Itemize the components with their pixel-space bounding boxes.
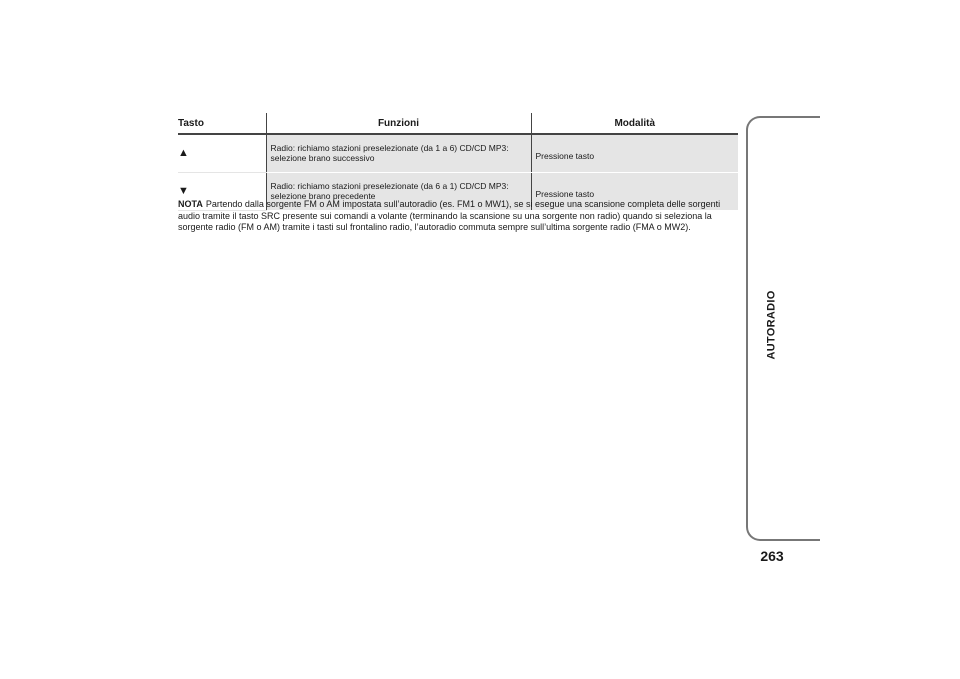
mode-cell: Pressione tasto xyxy=(531,134,738,173)
chapter-tab-label: AUTORADIO xyxy=(766,290,779,360)
note-label: NOTA xyxy=(178,199,203,209)
table-header-row xyxy=(178,113,738,134)
chapter-tab-frame xyxy=(746,116,820,541)
table-row xyxy=(178,134,738,173)
header-funzioni: Funzioni xyxy=(266,113,531,134)
header-tasto: Tasto xyxy=(178,113,266,134)
mode-cell: Pressione tasto xyxy=(531,173,738,211)
triangle-up-icon: ▲ xyxy=(178,134,266,173)
function-cell: Radio: richiamo stazioni preselezionate (da 6 a 1) CD/CD MP3: selezione brano precedente xyxy=(266,173,531,211)
note-paragraph xyxy=(178,199,738,234)
controls-table-container xyxy=(178,113,738,211)
function-cell: Radio: richiamo stazioni preselezionate (da 1 a 6) CD/CD MP3: selezione brano successivo xyxy=(266,134,531,173)
chapter-tab xyxy=(764,280,780,370)
note-text: Partendo dalla sorgente FM o AM impostata sull’autoradio (es. FM1 o MW1), se si esegue una scansione completa delle sorgenti audio tramite il tasto SRC presente sui comandi a volante (terminando la scansione su una sorgente non radio) quando si seleziona la sorgente radio (FM o AM) tramite i tasti sul frontalino radio, l’autoradio commuta sempre sull’ultima sorgente radio (FMA o MW2). xyxy=(178,199,721,232)
page-number: 263 xyxy=(760,548,784,564)
triangle-down-icon: ▼ xyxy=(178,173,266,211)
controls-table xyxy=(178,113,738,211)
header-modalita: Modalità xyxy=(531,113,738,134)
